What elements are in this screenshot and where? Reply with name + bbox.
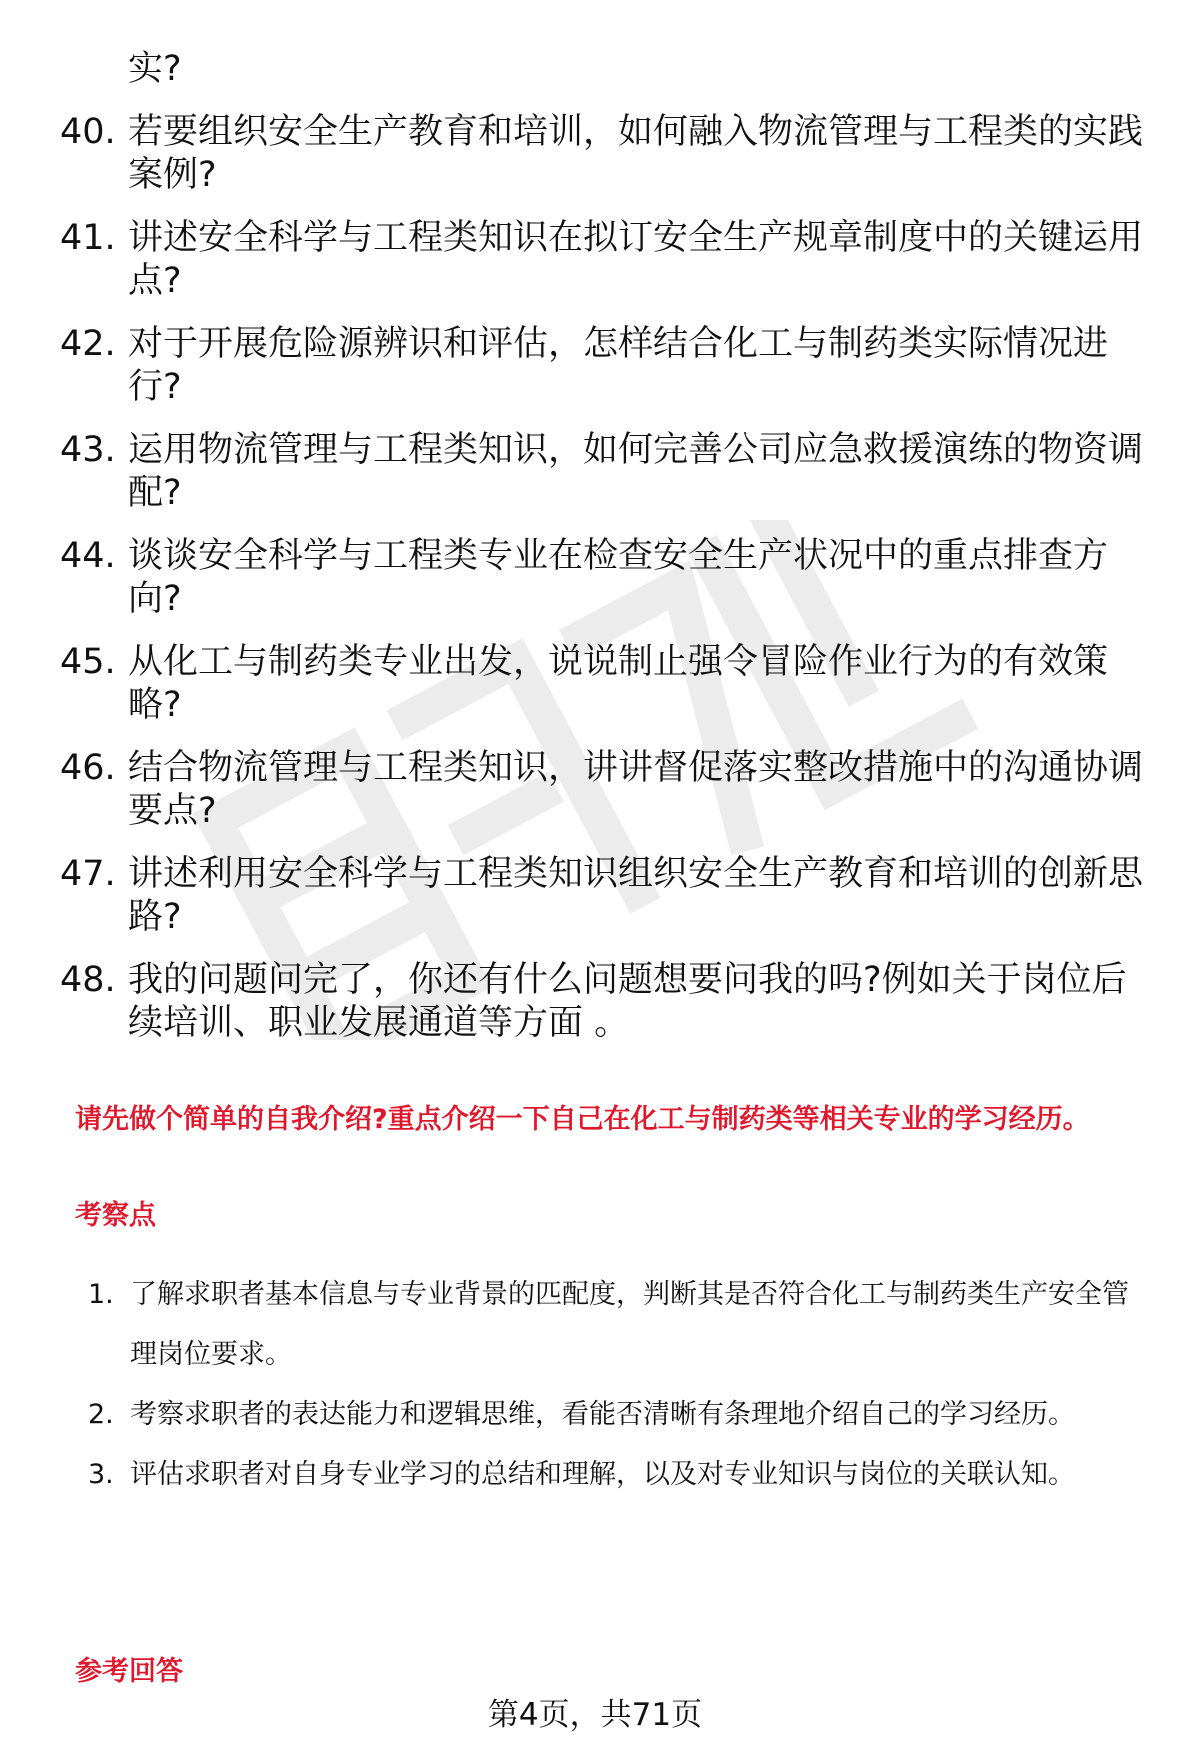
points-heading: 考察点 — [75, 1200, 156, 1231]
question-text: 谈谈安全科学与工程类专业在检查安全生产状况中的重点排查方向? — [128, 536, 1109, 619]
question-text: 讲述利用安全科学与工程类知识组织安全生产教育和培训的创新思路? — [128, 854, 1144, 937]
question-text: 若要组织安全生产教育和培训，如何融入物流管理与工程类的实践案例? — [128, 112, 1144, 195]
question-item — [60, 323, 1150, 409]
question-item — [60, 641, 1150, 727]
question-number: 41. — [60, 218, 116, 258]
question-number: 45. — [60, 642, 116, 682]
question-item — [60, 535, 1150, 621]
question-text: 我的问题问完了，你还有什么问题想要问我的吗?例如关于岗位后续培训、职业发展通道等方面 。 — [128, 960, 1127, 1043]
point-number: 3. — [88, 1459, 114, 1490]
question-text: 运用物流管理与工程类知识，如何完善公司应急救援演练的物资调配? — [128, 430, 1144, 513]
question-text: 讲述安全科学与工程类知识在拟订安全生产规章制度中的关键运用点? — [128, 218, 1144, 301]
question-number: 44. — [60, 536, 116, 576]
question-item — [60, 853, 1150, 939]
question-number: 48. — [60, 960, 116, 1000]
point-text: 评估求职者对自身专业学习的总结和理解，以及对专业知识与岗位的关联认知。 — [130, 1459, 1075, 1490]
question-item — [60, 217, 1150, 303]
question-item — [60, 429, 1150, 515]
question-item — [60, 747, 1150, 833]
point-text: 了解求职者基本信息与专业背景的匹配度，判断其是否符合化工与制药类生产安全管理岗位要求。 — [130, 1279, 1129, 1370]
question-continuation: 实? — [128, 49, 182, 89]
points-list — [88, 1265, 1148, 1505]
question-list — [60, 48, 1150, 1065]
answer-heading: 参考回答 — [75, 1656, 183, 1687]
point-number: 2. — [88, 1399, 114, 1430]
point-item — [88, 1265, 1148, 1385]
question-text: 从化工与制药类专业出发，说说制止强令冒险作业行为的有效策略? — [128, 642, 1109, 725]
question-item — [60, 959, 1150, 1045]
section-question-heading: 请先做个简单的自我介绍?重点介绍一下自己在化工与制药类等相关专业的学习经历。 — [75, 1104, 1090, 1135]
point-number: 1. — [88, 1279, 114, 1310]
question-number: 42. — [60, 324, 116, 364]
point-text: 考察求职者的表达能力和逻辑思维，看能否清晰有条理地介绍自己的学习经历。 — [130, 1399, 1075, 1430]
question-item — [60, 111, 1150, 197]
question-number: 43. — [60, 430, 116, 470]
question-text: 结合物流管理与工程类知识，讲讲督促落实整改措施中的沟通协调要点? — [128, 748, 1144, 831]
point-item — [88, 1385, 1148, 1445]
point-item — [88, 1445, 1148, 1505]
question-text: 对于开展危险源辨识和评估，怎样结合化工与制药类实际情况进行? — [128, 324, 1109, 407]
page-number-footer: 第4页，共71页 — [487, 1697, 703, 1733]
question-number: 46. — [60, 748, 116, 788]
question-number: 47. — [60, 854, 116, 894]
question-number: 40. — [60, 112, 116, 152]
